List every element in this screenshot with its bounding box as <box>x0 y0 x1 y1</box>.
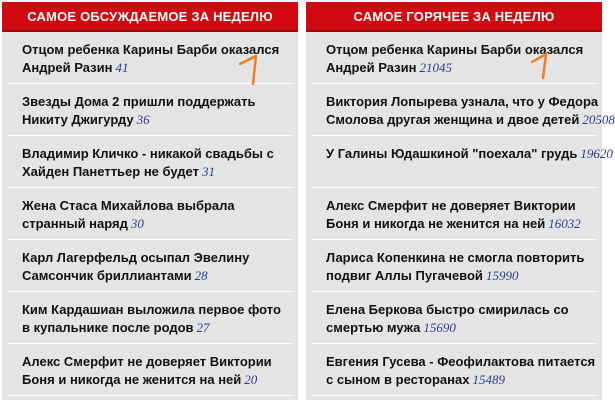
news-title-line <box>326 319 596 337</box>
news-item[interactable] <box>8 240 292 292</box>
news-title-line: Евгения Гусева - Феофилактова питается <box>326 354 596 369</box>
comment-count: 15690 <box>423 320 456 335</box>
comment-count: 36 <box>136 112 150 127</box>
news-title-line <box>326 59 596 77</box>
most-discussed-panel <box>2 2 298 400</box>
most-discussed-header: САМОЕ ОБСУЖДАЕМОЕ ЗА НЕДЕЛЮ <box>2 2 298 32</box>
comment-count: 28 <box>194 268 208 283</box>
news-title-text: странный наряд <box>22 216 128 231</box>
hottest-header: САМОЕ ГОРЯЧЕЕ ЗА НЕДЕЛЮ <box>306 2 602 32</box>
news-title-text: Хайден Панеттьер не будет <box>22 164 199 179</box>
news-title-line <box>22 215 292 233</box>
comment-count: 41 <box>115 60 129 75</box>
news-title-line: Елена Беркова быстро смирилась со <box>326 302 569 317</box>
comment-count: 15489 <box>472 372 505 387</box>
comment-count: 31 <box>201 164 215 179</box>
news-item[interactable] <box>312 344 596 396</box>
comment-count: 15990 <box>485 268 519 283</box>
news-title-text: смертью мужа <box>326 320 421 335</box>
news-title-line: Отцом ребенка Карины Барби оказался <box>326 42 584 57</box>
news-title-line <box>22 163 292 181</box>
news-title-line <box>326 111 615 129</box>
news-title-text: Андрей Разин <box>326 60 417 75</box>
news-title-text: Андрей Разин <box>22 60 113 75</box>
news-title-text: подвиг Аллы Пугачевой <box>326 268 483 283</box>
most-discussed-list <box>2 32 298 400</box>
news-title-line: Виктория Лопырева узнала, что у Федора <box>326 94 599 109</box>
news-item[interactable] <box>312 240 596 292</box>
news-item[interactable] <box>312 136 613 188</box>
comment-count: 20 <box>244 372 258 387</box>
news-item[interactable] <box>312 188 596 240</box>
news-item[interactable] <box>8 344 292 396</box>
news-item[interactable] <box>8 292 292 344</box>
news-title-line: Карл Лагерфельд осыпал Эвелину <box>22 250 250 265</box>
news-title-text: Боня и никогда не женится на ней <box>22 372 242 387</box>
hottest-panel <box>306 2 615 400</box>
comment-count: 16032 <box>548 216 581 231</box>
news-title-text: Смолова другая женщина и двое детей <box>326 112 580 127</box>
news-title-line: Владимир Кличко - никакой свадьбы с <box>22 146 274 161</box>
comment-count: 21045 <box>419 60 452 75</box>
news-title-line: Алекс Смерфит не доверяет Виктории <box>22 354 272 369</box>
news-title-text: Боня и никогда не женится на ней <box>326 216 546 231</box>
comment-count: 19620 <box>580 146 613 161</box>
news-title-line: У Галины Юдашкиной "поехала" грудь 19620 <box>326 146 613 161</box>
news-item[interactable] <box>8 32 292 84</box>
news-item[interactable] <box>8 136 292 188</box>
news-title-line: Отцом ребенка Карины Барби оказался <box>22 42 280 57</box>
hottest-list <box>306 32 615 400</box>
news-title-text: Самсончик бриллиантами <box>22 268 192 283</box>
news-title-line <box>326 267 596 285</box>
comment-count: 20508 <box>582 112 615 127</box>
news-title-line: Алекс Смерфит не доверяет Виктории <box>326 198 576 213</box>
news-title-text: в купальнике после родов <box>22 320 194 335</box>
news-item[interactable] <box>8 188 292 240</box>
news-title-line: Звезды Дома 2 пришли поддержать <box>22 94 256 109</box>
news-title-text: с сыном в ресторанах <box>326 372 470 387</box>
news-title-line <box>22 111 292 129</box>
comment-count: 30 <box>130 216 144 231</box>
news-title-line <box>326 371 596 389</box>
news-title-line <box>22 319 292 337</box>
news-title-line: Ким Кардашиан выложила первое фото <box>22 302 281 317</box>
news-item[interactable] <box>312 32 596 84</box>
news-item[interactable] <box>312 292 596 344</box>
news-title-line <box>22 371 292 389</box>
news-title-text: Никиту Джигурду <box>22 112 134 127</box>
news-item[interactable] <box>312 84 615 136</box>
news-item[interactable] <box>8 84 292 136</box>
news-title-line <box>326 215 596 233</box>
news-title-line <box>22 267 292 285</box>
news-title-line: Лариса Копенкина не смогла повторить <box>326 250 585 265</box>
news-title-line <box>22 59 292 77</box>
news-title-line: Жена Стаса Михайлова выбрала <box>22 198 235 213</box>
comment-count: 27 <box>196 320 210 335</box>
